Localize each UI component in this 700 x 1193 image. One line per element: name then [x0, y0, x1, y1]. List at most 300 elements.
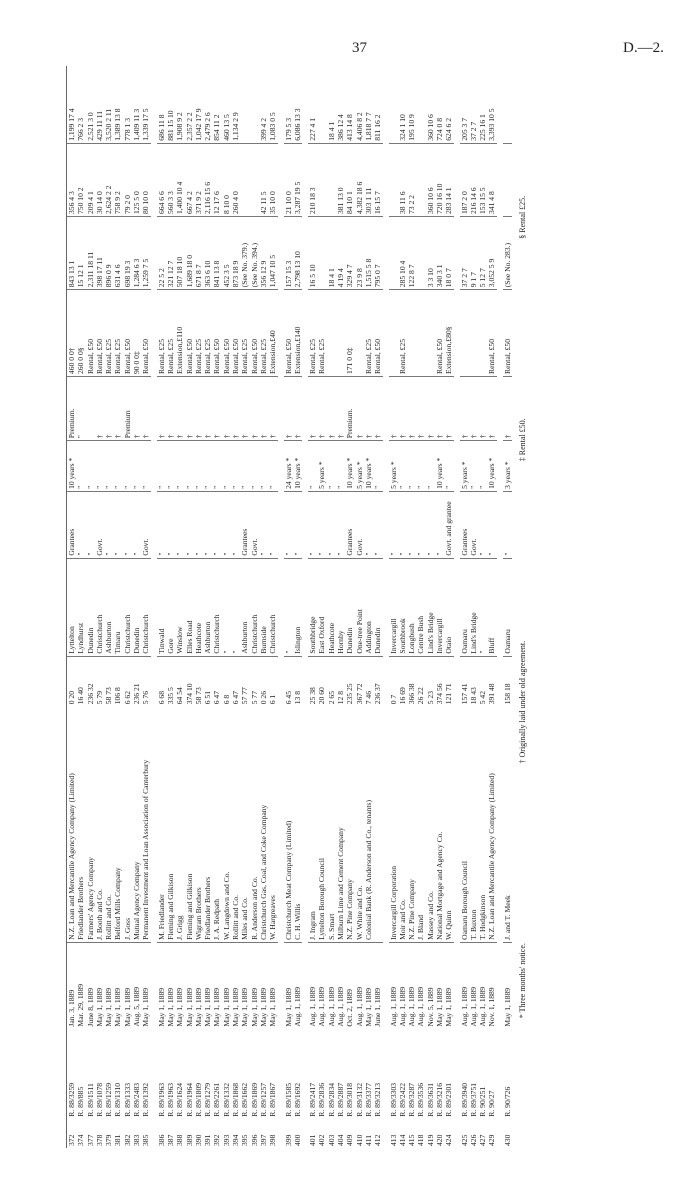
- premium-note: †: [113, 377, 122, 441]
- amount-1: 3 3 10: [426, 217, 435, 290]
- agreement-date: May 1, 1889: [249, 987, 259, 1027]
- area-value: 335 5: [165, 687, 175, 705]
- premium-note: †: [141, 377, 150, 441]
- premium-note: †: [416, 377, 425, 441]
- row-number: 382: [122, 1134, 132, 1146]
- amount-2: 2,624 2 2: [104, 143, 113, 216]
- grantee-name: W. Hargreaves: [268, 706, 277, 942]
- rental-terms: Rental, £50: [503, 290, 512, 377]
- premium-note: †: [194, 377, 203, 441]
- grantee-name: J. Booth and Co.: [95, 706, 104, 942]
- register-number: R. 89/1333: [122, 1082, 132, 1117]
- siding-location: Ashburton: [240, 558, 249, 656]
- grantee-name: Moir and Co.: [398, 706, 407, 942]
- amount-2: 3,287 19 5: [293, 143, 302, 216]
- register-number: R. 89/1624: [175, 1082, 185, 1117]
- premium-note: †: [308, 377, 317, 441]
- row-number: 391: [203, 1134, 213, 1146]
- rental-terms: Rental, £50: [185, 290, 194, 377]
- siding-location: Tinwald: [157, 558, 166, 656]
- register-number: R. 89/885: [76, 1086, 86, 1117]
- table-row: [407, 66, 416, 1148]
- table-row: [231, 66, 240, 1148]
- grantee-name: Wigram Brothers: [194, 706, 203, 942]
- grantee-name: Milburn Lime and Cement Company: [336, 706, 345, 942]
- agreement-date: May 1, 1889: [203, 987, 213, 1027]
- table-row: [416, 66, 425, 1148]
- row-number: 430: [502, 1134, 512, 1146]
- register-number: R. 90/251: [478, 1086, 488, 1117]
- table-row: [123, 66, 132, 1148]
- agreement-date: Aug. 1, 1889: [407, 986, 417, 1027]
- agreement-date: June 8, 1889: [85, 987, 95, 1027]
- term-length: 5 years *: [317, 441, 326, 492]
- amount-total: [503, 66, 512, 143]
- area-value: 0 26: [258, 691, 268, 705]
- maintained-by: ": [86, 491, 95, 558]
- grantee-name: Belford Mills Company: [113, 706, 122, 942]
- term-length: ": [212, 441, 221, 492]
- amount-1: [389, 217, 398, 290]
- area-value: 18 43: [468, 687, 478, 705]
- grantee-name: Christchurch Meat Company (Limited): [284, 706, 293, 942]
- amount-2: 16 15 7: [373, 143, 382, 216]
- amount-total: 1,083 0 5: [268, 66, 277, 143]
- rental-terms: Rental, £50: [487, 290, 496, 377]
- amount-2: 30 14 0: [95, 143, 104, 216]
- amount-2: 283 14 1: [444, 143, 453, 216]
- siding-location: Timaru: [113, 558, 122, 656]
- grantee-name: Miles and Co.: [240, 706, 249, 942]
- grantee-name: J. Goss: [123, 706, 132, 942]
- premium-note: †: [166, 377, 175, 441]
- table-row: [76, 66, 85, 1148]
- amount-total: 811 16 2: [373, 66, 382, 143]
- register-number: R. 89/3751: [468, 1082, 478, 1117]
- amount-2: 260 4 0: [231, 143, 240, 216]
- premium-note: †: [250, 377, 259, 441]
- table-row: [203, 66, 212, 1148]
- amount-2: [240, 143, 249, 216]
- table-row: [222, 66, 231, 1148]
- term-length: ": [194, 441, 203, 492]
- row-number: 401: [308, 1134, 318, 1146]
- rental-terms: Rental, £50: [95, 290, 104, 377]
- row-number: 390: [193, 1134, 203, 1146]
- table-row: [268, 66, 277, 1148]
- grantee-name: [373, 706, 382, 942]
- rental-terms: Rental, £50: [373, 290, 382, 377]
- amount-2: 4,382 18 6: [355, 143, 364, 216]
- amount-2: 209 4 1: [86, 143, 95, 216]
- register-number: R. 88/3259: [67, 1029, 77, 1119]
- grantee-name: Friedlander Brothers: [203, 706, 212, 942]
- siding-location: ": [284, 558, 293, 656]
- amount-1: 698 19 3: [123, 217, 132, 290]
- agreement-date: May 1, 1889: [113, 987, 123, 1027]
- siding-location: Heathcote: [327, 558, 336, 656]
- rental-terms: Rental, £25: [398, 290, 407, 377]
- table-row: [240, 66, 249, 1148]
- register-number: R. 89/1392: [141, 1082, 151, 1117]
- siding-location: Lind's Bridge: [469, 558, 478, 656]
- area-value: 6 51: [203, 691, 213, 705]
- amount-2: [503, 143, 512, 216]
- register-number: R. 89/1867: [268, 1082, 278, 1117]
- amount-2: 750 10 2: [76, 143, 85, 216]
- term-length: 3 years *: [503, 441, 512, 492]
- register-number: R. 89/1511: [85, 1083, 95, 1117]
- table-row: [364, 66, 373, 1148]
- table-row: [166, 66, 175, 1148]
- premium-note: Premium.: [345, 377, 354, 441]
- amount-total: 195 10 9: [407, 66, 416, 143]
- rental-terms: Rental, £25: [317, 290, 326, 377]
- agreement-date: May 1, 1889: [165, 987, 175, 1027]
- register-number: R. 89/2422: [397, 1082, 407, 1117]
- maintained-by: ": [317, 491, 326, 558]
- maintained-by: ": [308, 491, 317, 558]
- siding-location: Winslow: [175, 558, 184, 656]
- agreement-date: May 1, 1889: [268, 987, 278, 1027]
- term-length: ": [203, 441, 212, 492]
- row-number: 392: [212, 1134, 222, 1146]
- amount-1: [416, 217, 425, 290]
- rental-terms: Rental, £50: [222, 290, 231, 377]
- area-value: 6 8: [221, 694, 231, 705]
- agreement-date: May 1, 1889: [444, 987, 454, 1027]
- amount-2: 12 17 6: [212, 143, 221, 216]
- term-length: 24 years *: [284, 441, 293, 492]
- register-number: R. 89/1964: [184, 1082, 194, 1117]
- area-value: 366 38: [407, 683, 417, 705]
- register-number: R. 89/2261: [212, 1082, 222, 1117]
- maintained-by: ": [407, 491, 416, 558]
- amount-2: 2,116 15 6: [203, 143, 212, 216]
- amount-2: 187 2 0: [460, 143, 469, 216]
- amount-total: 179 5 3: [284, 66, 293, 143]
- premium-note: †: [407, 377, 416, 441]
- amount-2: 381 13 0: [336, 143, 345, 216]
- maintained-by: Govt. and grantee: [444, 491, 453, 558]
- table-row: [355, 66, 364, 1148]
- premium-note: †: [284, 377, 293, 441]
- amount-1: (See No. 394.): [250, 217, 259, 290]
- amount-2: [327, 143, 336, 216]
- table-row: [503, 66, 512, 1148]
- term-length: ": [231, 441, 240, 492]
- amount-1: 23 9 8: [355, 217, 364, 290]
- term-length: ": [373, 441, 382, 492]
- rental-terms: [460, 290, 469, 377]
- register-number: R. 90/726: [502, 1086, 512, 1117]
- grantee-name: C. H. Willis: [293, 706, 302, 942]
- term-length: 5 years *: [460, 441, 469, 492]
- area-value: 6 1: [268, 694, 278, 705]
- premium-note: †: [222, 377, 231, 441]
- premium-note: †: [355, 377, 364, 441]
- amount-total: 1,908 9 2: [175, 66, 184, 143]
- term-length: ": [76, 441, 85, 492]
- siding-location: Bluff: [487, 558, 496, 656]
- rental-terms: [327, 290, 336, 377]
- register-number: R. 89/3213: [373, 1082, 383, 1117]
- register-number: R. 89/1869: [249, 1082, 259, 1117]
- maintained-by: ": [268, 491, 277, 558]
- row-number: 396: [249, 1134, 259, 1146]
- table-row: [250, 66, 259, 1148]
- term-length: 10 years *: [67, 441, 77, 492]
- premium-note: ": [76, 377, 85, 441]
- row-number: 395: [240, 1134, 250, 1146]
- amount-2: [389, 143, 398, 216]
- premium-note: †: [373, 377, 382, 441]
- area-value: 5 42: [478, 691, 488, 705]
- amount-2: 371 9 2: [194, 143, 203, 216]
- rental-terms: 260 0 0§: [76, 290, 85, 377]
- premium-note: †: [336, 377, 345, 441]
- amount-2: 8 10 0: [222, 143, 231, 216]
- agreement-date: May 1, 1889: [193, 987, 203, 1027]
- amount-2: 210 18 3: [308, 143, 317, 216]
- premium-note: †: [175, 377, 184, 441]
- siding-location: Invercargill: [435, 558, 444, 656]
- amount-total: 386 12 4: [336, 66, 345, 143]
- area-value: 58 73: [193, 687, 203, 705]
- row-number: 415: [407, 1134, 417, 1146]
- table-row: [86, 66, 95, 1148]
- row-number: 410: [354, 1134, 364, 1146]
- amount-1: 841 13 8: [212, 217, 221, 290]
- maintained-by: ": [426, 491, 435, 558]
- premium-note: †: [426, 377, 435, 441]
- row-number: 381: [113, 1134, 123, 1146]
- register-number: R. 89/2417: [308, 1082, 318, 1117]
- amount-total: 413 14 8: [345, 66, 354, 143]
- amount-2: [250, 143, 259, 216]
- register-number: R. 89/1310: [113, 1082, 123, 1117]
- row-number: 402: [317, 1134, 327, 1146]
- premium-note: †: [435, 377, 444, 441]
- amount-1: 18 4 1: [327, 217, 336, 290]
- siding-location: Addington: [364, 558, 373, 656]
- grantee-name: Fleming and Gilkison: [166, 706, 175, 942]
- row-number: 420: [434, 1134, 444, 1146]
- amount-1: 843 13 1: [67, 217, 77, 290]
- amount-2: 153 15 5: [478, 143, 487, 216]
- term-length: ": [416, 441, 425, 492]
- table-row: [284, 66, 293, 1148]
- siding-location: Ashburton: [203, 558, 212, 656]
- amount-total: 881 15 10: [166, 66, 175, 143]
- amount-2: 79 2 0: [123, 143, 132, 216]
- maintained-by: ": [389, 491, 398, 558]
- amount-2: 560 3 3: [166, 143, 175, 216]
- agreement-date: May 1, 1889: [221, 987, 231, 1027]
- amount-1: 5 12 7: [478, 217, 487, 290]
- rental-terms: 171 0 0‡: [345, 290, 354, 377]
- table-row: [487, 66, 496, 1148]
- amount-1: (See No. 283.): [503, 217, 512, 290]
- siding-location: Burnside: [259, 558, 268, 656]
- table-row: [308, 66, 317, 1148]
- row-number: 378: [94, 1134, 104, 1146]
- term-length: ": [259, 441, 268, 492]
- premium-note: [86, 377, 95, 441]
- register-number: R. 89/2834: [326, 1082, 336, 1117]
- register-number: R. 89/1963: [156, 1082, 166, 1117]
- agreement-date: May 1, 1889: [363, 987, 373, 1027]
- row-number: 398: [268, 1134, 278, 1146]
- amount-1: 321 12 7: [166, 217, 175, 290]
- area-value: 236 32: [85, 683, 95, 705]
- agreement-date: May 1, 1889: [231, 987, 241, 1027]
- rental-terms: Rental, £50: [212, 290, 221, 377]
- rental-terms: Extension,£140: [293, 290, 302, 377]
- amount-total: [240, 66, 249, 143]
- register-number: R. 89/3287: [407, 1082, 417, 1117]
- agreement-date: Nov. 5, 1889: [425, 987, 435, 1027]
- term-length: ": [407, 441, 416, 492]
- term-length: ": [398, 441, 407, 492]
- area-value: 5 79: [94, 691, 104, 705]
- maintained-by: ": [132, 491, 141, 558]
- term-length: ": [185, 441, 194, 492]
- amount-1: 452 3 5: [222, 217, 231, 290]
- grantee-name: J. Bland: [416, 706, 425, 942]
- rental-terms: Rental, £50: [284, 290, 293, 377]
- premium-note: †: [231, 377, 240, 441]
- premium-note: †: [185, 377, 194, 441]
- register-number: R. 89/3132: [354, 1082, 364, 1117]
- register-number: R. 89/1279: [203, 1082, 213, 1117]
- premium-note: †: [240, 377, 249, 441]
- agreement-date: May 1, 1889: [175, 987, 185, 1027]
- grantee-name: Christchurch Gas, Coal, and Coke Company: [259, 706, 268, 942]
- amount-2: 21 10 0: [284, 143, 293, 216]
- premium-note: †: [469, 377, 478, 441]
- agreement-date: Aug. 1, 1889: [478, 986, 488, 1027]
- table-row: [95, 66, 104, 1148]
- register-number: R. 89/3940: [459, 1082, 469, 1117]
- area-value: 391 48: [487, 683, 497, 705]
- area-value: 58 73: [104, 687, 114, 705]
- area-value: 12 8: [336, 691, 346, 705]
- row-number: 387: [165, 1134, 175, 1146]
- premium-note: †: [327, 377, 336, 441]
- row-number: 414: [397, 1134, 407, 1146]
- amount-total: 399 4 2: [259, 66, 268, 143]
- premium-note: †: [157, 377, 166, 441]
- area-value: 367 72: [354, 683, 364, 705]
- maintained-by: ": [157, 491, 166, 558]
- row-number: 372: [67, 1119, 77, 1148]
- amount-2: 664 6 6: [157, 143, 166, 216]
- maintained-by: ": [398, 491, 407, 558]
- amount-total: 1,389 13 8: [113, 66, 122, 143]
- maintained-by: ": [76, 491, 85, 558]
- maintained-by: ": [364, 491, 373, 558]
- grantee-name: T. Hodgkinson: [478, 706, 487, 942]
- amount-1: 15 12 1: [76, 217, 85, 290]
- siding-location: Christchurch: [95, 558, 104, 656]
- rental-terms: [389, 290, 398, 377]
- agreement-date: Aug. 5, 1889: [132, 986, 142, 1027]
- term-length: ": [240, 441, 249, 492]
- register-number: R. 89/1662: [240, 1082, 250, 1117]
- agreement-date: Jan. 3, 1889: [67, 942, 77, 1028]
- grantee-name: T. Buxton: [469, 706, 478, 942]
- maintained-by: ": [336, 491, 345, 558]
- maintained-by: Govt.: [355, 491, 364, 558]
- grantee-name: Oamaru Borough Council: [460, 706, 469, 942]
- grantee-name: Rollitt and Co.: [104, 706, 113, 942]
- row-number: 412: [373, 1134, 383, 1146]
- siding-location: Dunedin: [345, 558, 354, 656]
- grantee-name: J. A. Redpath: [212, 706, 221, 942]
- amount-1: 340 3 1: [435, 217, 444, 290]
- term-length: ": [166, 441, 175, 492]
- maintained-by: ": [503, 491, 512, 558]
- rental-terms: [426, 290, 435, 377]
- table-row: [345, 66, 354, 1148]
- table-row: [185, 66, 194, 1148]
- amount-2: 35 10 0: [268, 143, 277, 216]
- maintained-by: Grantees: [67, 491, 77, 558]
- area-value: 374 56: [434, 683, 444, 705]
- amount-1: 2,311 18 11: [86, 217, 95, 290]
- premium-note: †: [398, 377, 407, 441]
- maintained-by: ": [435, 491, 444, 558]
- siding-location: Hornby: [336, 558, 345, 656]
- amount-2: 125 5 0: [132, 143, 141, 216]
- row-number: 404: [336, 1134, 346, 1146]
- footnote-rental-25: § Rental £25.: [518, 195, 528, 239]
- grantee-name: N.Z. Loan and Mercantile Agency Company (Limited): [67, 706, 77, 942]
- premium-note: †: [268, 377, 277, 441]
- agreement-date: Nov. 1, 1889: [487, 987, 497, 1027]
- siding-location: One-tree Point: [355, 558, 364, 656]
- term-length: ": [444, 441, 453, 492]
- agreement-date: May 1, 1889: [283, 987, 293, 1027]
- grantee-name: Rollitt and Co.: [231, 706, 240, 942]
- maintained-by: Grantees: [345, 491, 354, 558]
- agreement-date: May 1, 1889: [240, 987, 250, 1027]
- row-number: 397: [258, 1134, 268, 1146]
- premium-note: †: [487, 377, 496, 441]
- agreement-date: Aug. 1, 1889: [354, 986, 364, 1027]
- footnote-old-agreement: † Originally laid under old agreement.: [518, 640, 528, 764]
- area-value: 16 69: [397, 687, 407, 705]
- term-length: ": [175, 441, 184, 492]
- amount-2: [416, 143, 425, 216]
- area-value: 236 37: [373, 683, 383, 705]
- amount-2: 80 10 0: [141, 143, 150, 216]
- rental-terms: Rental, £50: [250, 290, 259, 377]
- grantee-name: Friedlander Brothers: [76, 706, 85, 942]
- term-length: ": [132, 441, 141, 492]
- amount-total: 1,042 17 9: [194, 66, 203, 143]
- table-row: [435, 66, 444, 1148]
- amount-total: [416, 66, 425, 143]
- term-length: 5 years *: [389, 441, 398, 492]
- amount-1: 507 18 10: [175, 217, 184, 290]
- register-number: R. 89/1868: [231, 1082, 241, 1117]
- agreement-date: May 1, 1889: [502, 987, 512, 1027]
- siding-location: Lyttelton: [67, 558, 77, 656]
- amount-1: 16 5 10: [308, 217, 317, 290]
- siding-location: Ashburton: [104, 558, 113, 656]
